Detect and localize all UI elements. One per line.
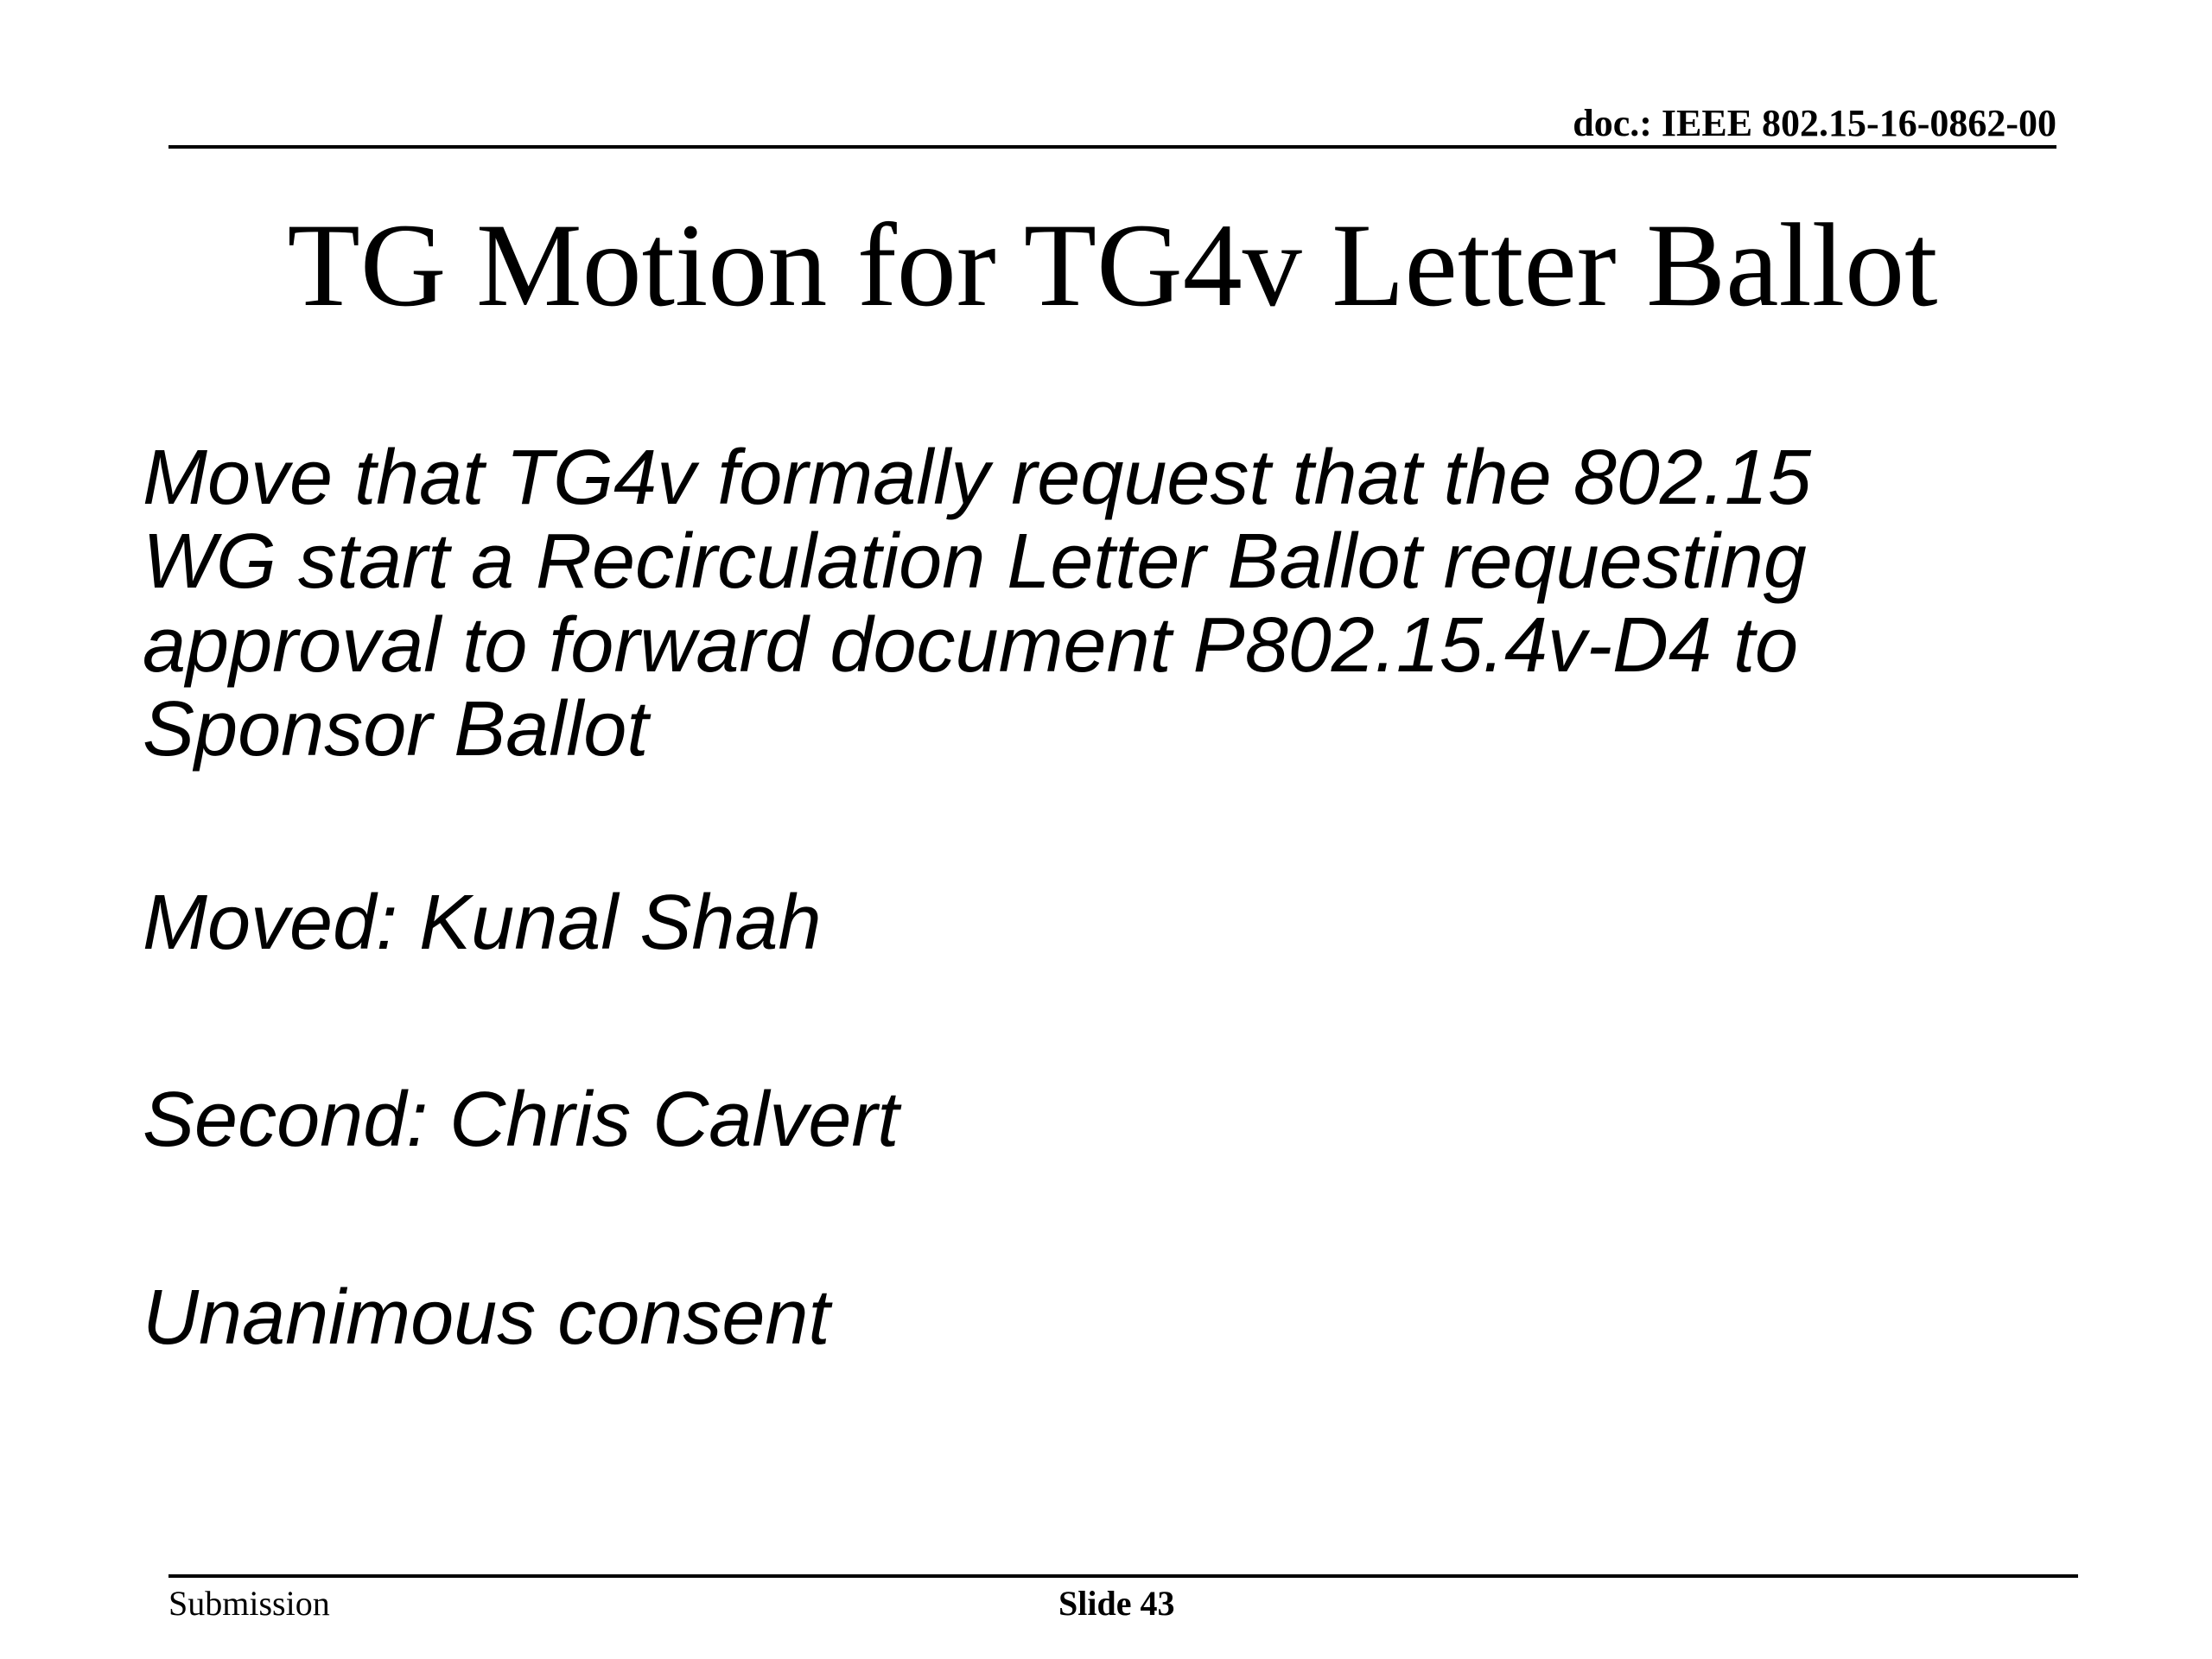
seconded-by: Second: Chris Calvert — [143, 1077, 899, 1163]
document-id: doc.: IEEE 802.15-16-0862-00 — [1573, 102, 2056, 144]
motion-paragraph — [143, 436, 2095, 772]
motion-line: Move that TG4v formally request that the 802.15 — [143, 435, 1812, 521]
header-rule — [168, 145, 2056, 149]
motion-line: approval to forward document P802.15.4v-D4 to — [143, 602, 1799, 689]
motion-line: Sponsor Ballot — [143, 686, 649, 772]
footer-rule — [168, 1574, 2078, 1578]
moved-by: Moved: Kunal Shah — [143, 880, 822, 966]
motion-text — [143, 436, 2095, 772]
slide-number: Slide 43 — [1058, 1584, 1175, 1623]
vote-result: Unanimous consent — [143, 1274, 830, 1361]
motion-line: WG start a Recirculation Letter Ballot requesting — [143, 518, 1807, 605]
footer-submission: Submission — [168, 1584, 330, 1623]
slide-title: TG Motion for TG4v Letter Ballot — [287, 199, 1938, 331]
